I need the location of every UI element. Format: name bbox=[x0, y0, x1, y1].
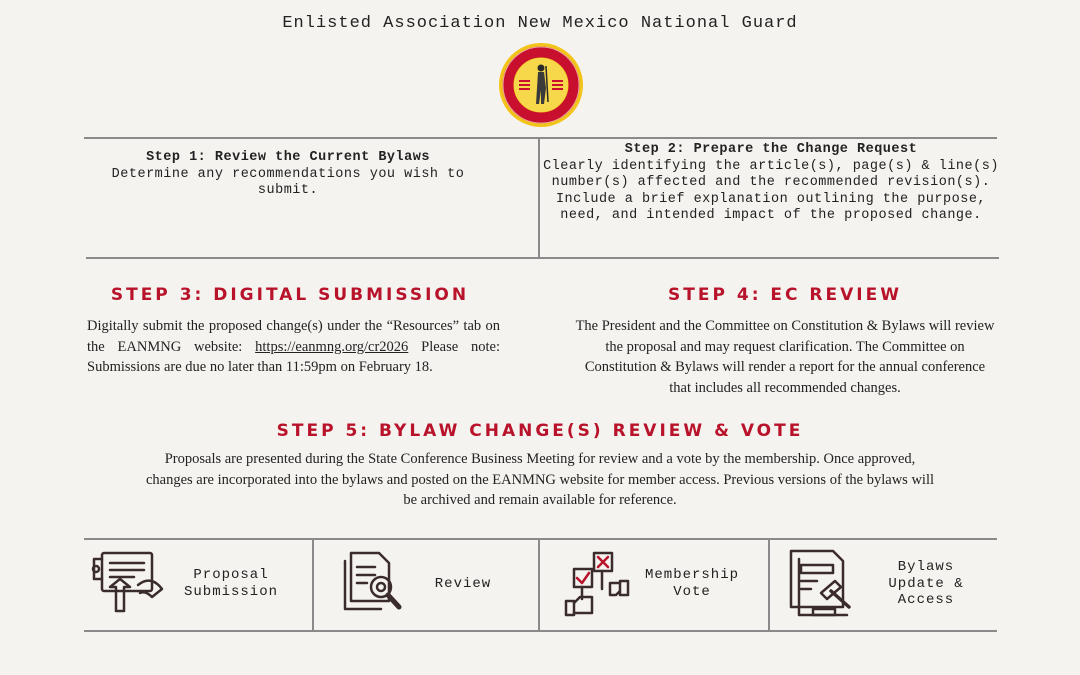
process-label-bylaws-update: Bylaws Update & Access bbox=[888, 559, 964, 608]
step2-heading: Step 2: Prepare the Change Request bbox=[624, 142, 918, 157]
process-label-review: Review bbox=[434, 576, 492, 592]
step1-section bbox=[96, 150, 480, 200]
step4-body: The President and the Committee on Constitution & Bylaws will review the proposal and may request clarification. The Committee on Constitution & Bylaws will render a report for the annual conference that includes all recommended changes. bbox=[575, 318, 995, 396]
step3-body bbox=[87, 316, 500, 378]
step3-note: Please note: Submissions are due no later than 11:59pm on February 18. bbox=[87, 338, 500, 375]
divider bbox=[84, 137, 997, 139]
document-review-icon bbox=[341, 549, 407, 617]
association-seal-logo bbox=[498, 42, 584, 128]
divider bbox=[538, 539, 540, 630]
divider bbox=[86, 257, 999, 259]
step1-body: Determine any recommendations you wish to submit. bbox=[111, 166, 465, 198]
step3-heading: STEP 3: DIGITAL SUBMISSION bbox=[110, 285, 470, 305]
divider bbox=[768, 539, 770, 630]
step3-text: Digitally submit the proposed change(s) under the “Resources” tab on the EANMNG website: bbox=[87, 318, 500, 355]
cr2026-link[interactable]: https://eanmng.org/cr2026 bbox=[255, 338, 409, 355]
membership-vote-icon bbox=[558, 549, 634, 619]
step5-heading: STEP 5: BYLAW CHANGE(S) REVIEW & VOTE bbox=[276, 421, 804, 441]
bylaws-gavel-icon bbox=[787, 547, 861, 623]
process-label-proposal-submission: Proposal Submission bbox=[183, 567, 278, 600]
divider bbox=[538, 138, 540, 258]
divider bbox=[312, 539, 314, 630]
page-title: Enlisted Association New Mexico National Guard bbox=[282, 14, 798, 33]
step2-section bbox=[542, 142, 1000, 225]
divider bbox=[84, 630, 997, 632]
step1-heading: Step 1: Review the Current Bylaws bbox=[146, 150, 430, 165]
step2-body: Clearly identifying the article(s), page(s) & line(s) number(s) affected and the recommended revision(s). Include a brief explanation outlining the purpose, need, and intended impact of the proposed change. bbox=[543, 158, 999, 223]
proposal-submission-icon bbox=[90, 549, 174, 615]
step5-body: Proposals are presented during the State Conference Business Meeting for review and a vote by the membership. Once approved, changes are incorporated into the bylaws and posted on the EANMNG website for member access. Previous versions of the bylaws will be archived and remain available for reference. bbox=[145, 451, 935, 508]
divider bbox=[84, 538, 997, 540]
step4-heading: STEP 4: EC REVIEW bbox=[668, 285, 902, 305]
process-label-membership-vote: Membership Vote bbox=[644, 567, 739, 600]
